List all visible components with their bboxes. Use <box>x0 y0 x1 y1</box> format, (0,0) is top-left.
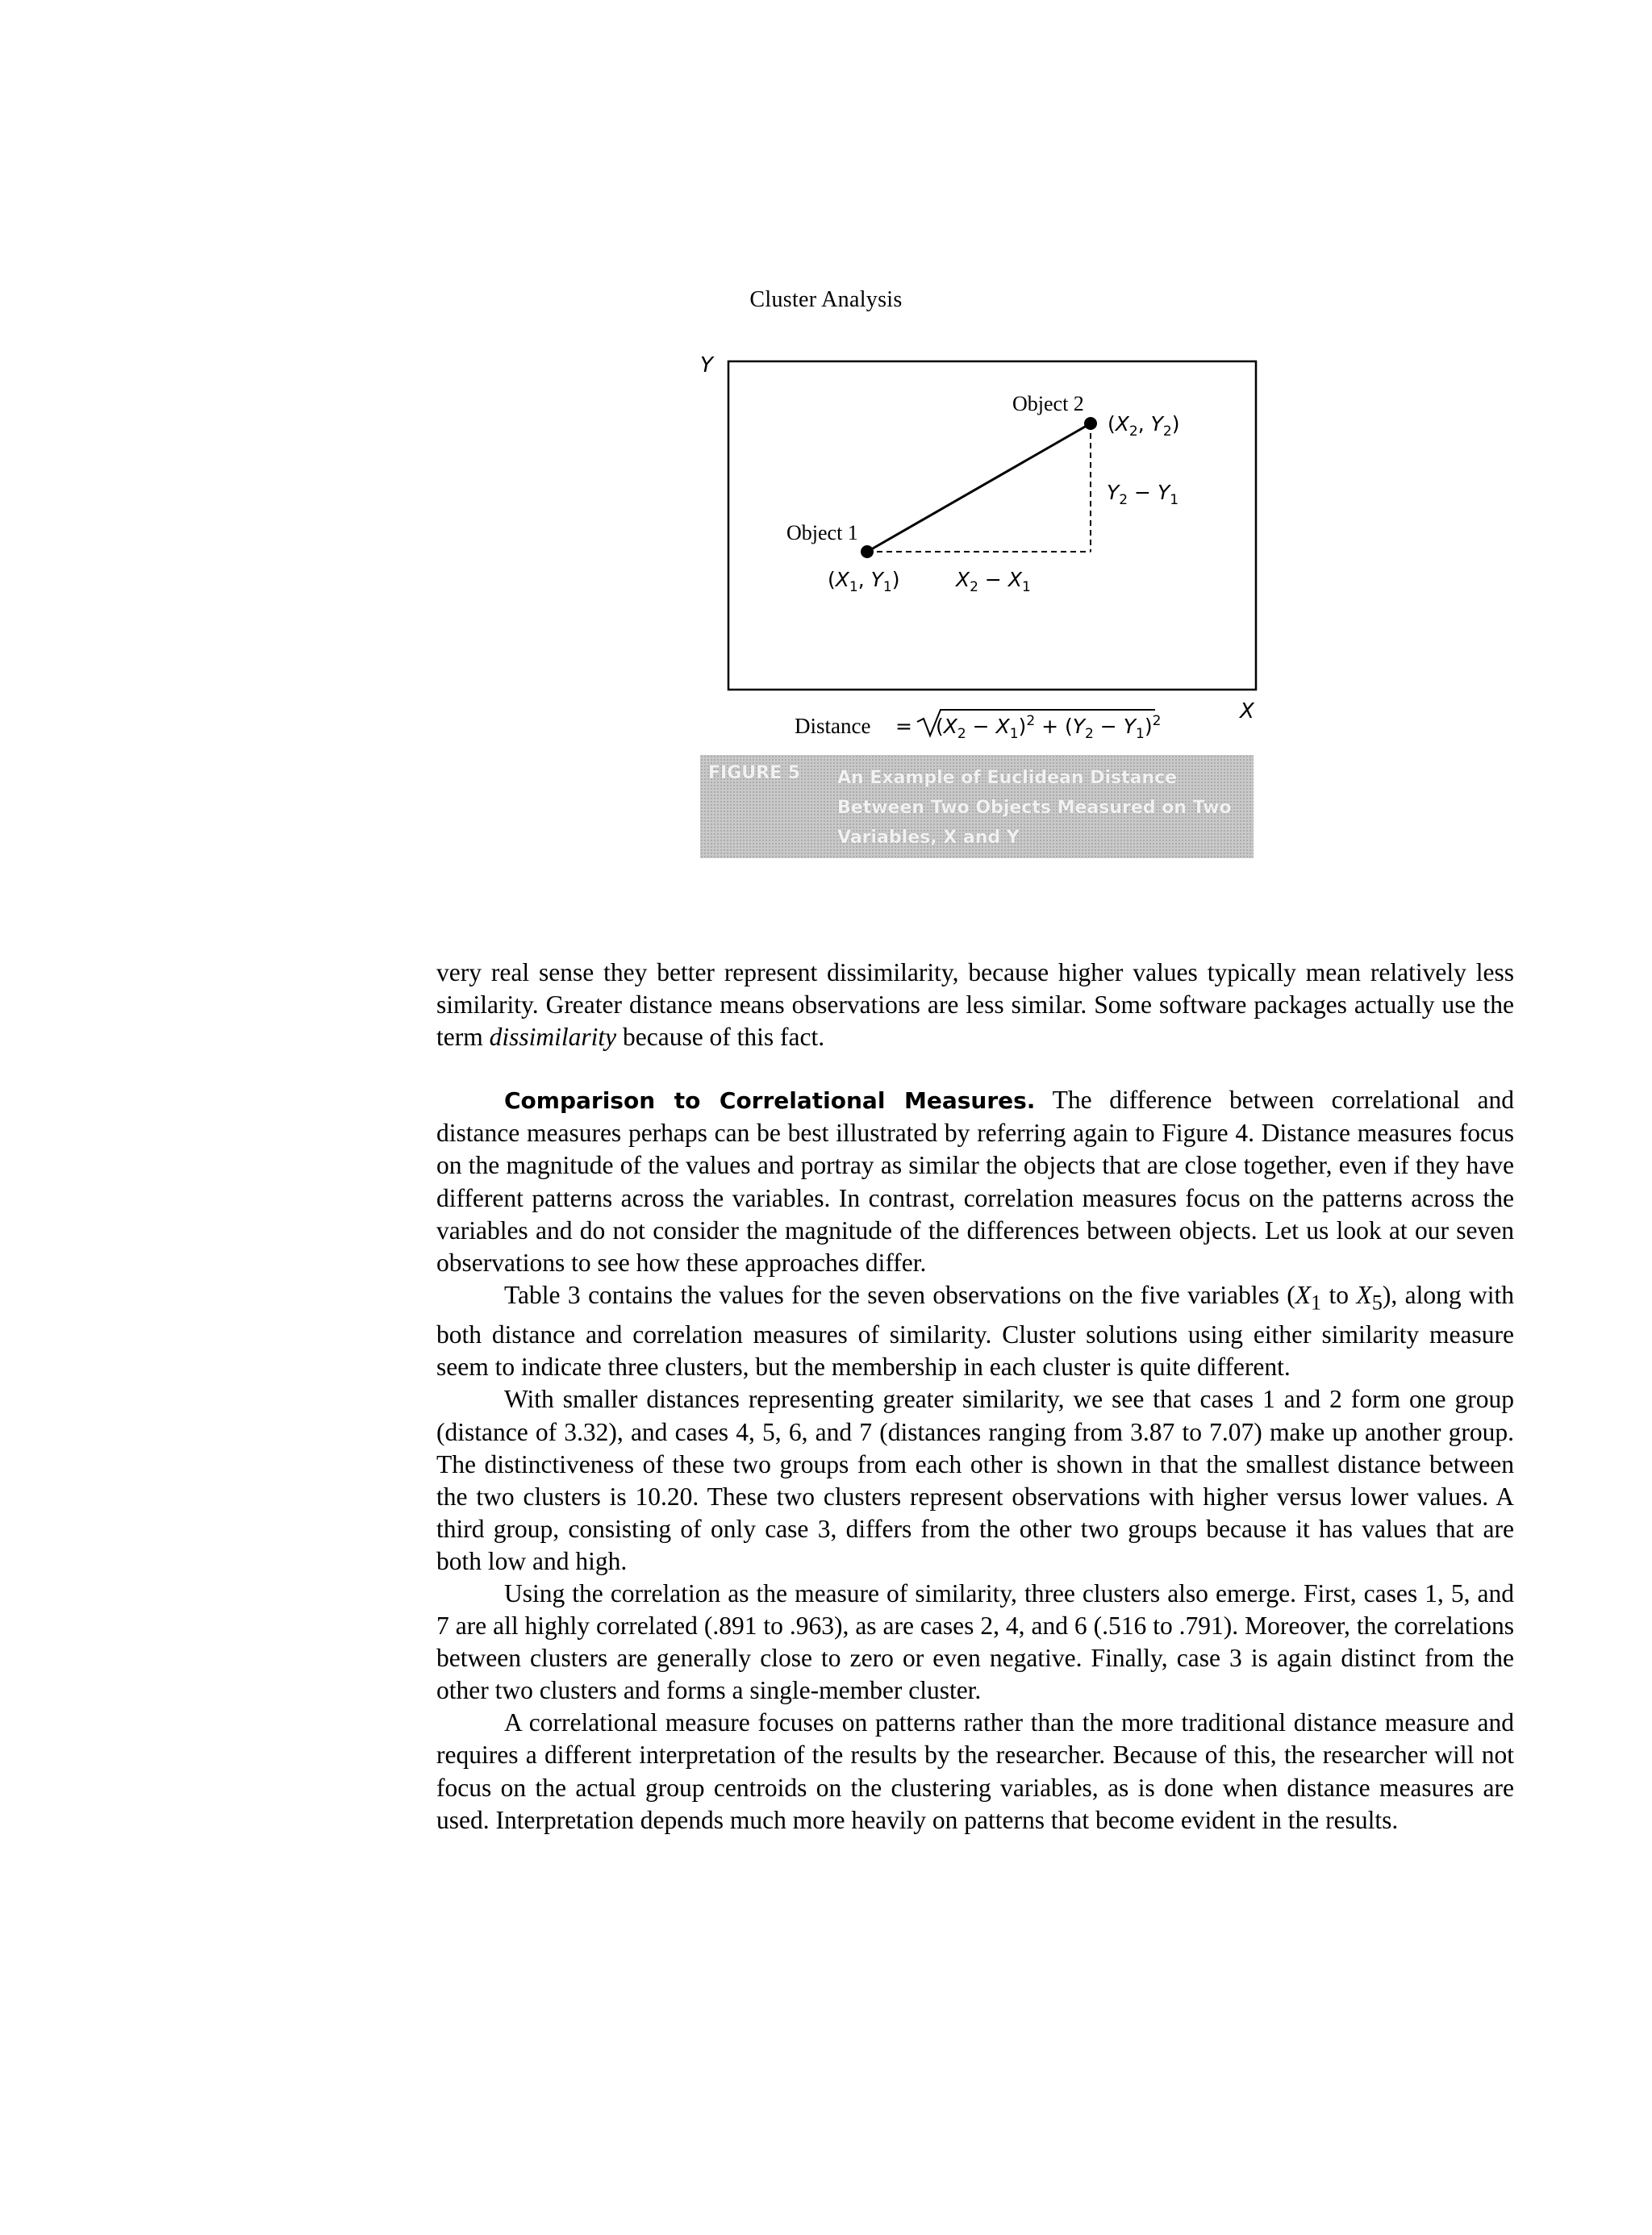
object2-label: Object 2 <box>1012 392 1084 415</box>
figure-number: FIGURE 5 <box>708 763 801 783</box>
running-head: Cluster Analysis <box>749 287 903 312</box>
paragraph-5: Using the correlation as the measure of similarity, three clusters also emerge. First, cases 1, 5, and 7 are all highly correlated (.891 to .963), as are cases 2, 4, and 6 (.516 to .791). Moreover, the correlations between clusters are generally close to zero or even negative. Finally, case 3 is again distinct from the other two clusters and forms a single-member cluster. <box>436 1578 1514 1705</box>
object2-point <box>1084 417 1097 430</box>
y-axis-label: Y <box>700 353 713 377</box>
object1-label: Object 1 <box>786 521 858 544</box>
paragraph-6: A correlational measure focuses on patterns rather than the more traditional distance measure and requires a different interpretation of the results by the researcher. Because of this, the researcher will not focus on the actual group centroids on the clustering variables, as is done when distance measures are used. Interpretation depends much more heavily on patterns that become evident in the results. <box>436 1708 1514 1834</box>
object2-coord: ($X_2$, $Y_2$) <box>1108 412 1180 440</box>
paragraph-2: Comparison to Correlational Measures. The difference between correlational and distance measures perhaps can be best illustrated by referring again to Figure 4. Distance measures focus on the magnitude of the values and portray as similar the objects that are close together, even if they have different patterns across the variables. In contrast, correlation measures focus on the patterns across the variables and do not consider the magnitude of the differences between objects. Let us look at our seven observations to see how these approaches differ. <box>436 1086 1514 1277</box>
distance-formula: $(X_2 - X_1)^2 + (Y_2 - Y_1)^2$ <box>936 713 1162 742</box>
figure-caption-text: An Example of Euclidean Distance Between Two Objects Measured on Two Variables, X and Y <box>837 768 1232 848</box>
distance-line <box>867 423 1091 552</box>
dy-label: $Y_2 - Y_1$ <box>1107 481 1179 508</box>
figure-caption <box>700 755 1254 858</box>
paragraph-3: Table 3 contains the values for the seven observations on the five variables ($X_1$ to $X_5$), along with both distance and correlation measures of similarity. Cluster solutions using either similarity measure seem to indicate three clusters, but the membership in each cluster is quite different. <box>436 1280 1514 1382</box>
equals-sign: = <box>895 715 912 738</box>
body-text <box>436 957 1514 1837</box>
x-axis-label: X <box>1240 699 1254 723</box>
euclidean-distance-figure <box>0 0 1652 887</box>
dx-label: $X_2 - X_1$ <box>956 568 1031 595</box>
object1-point <box>861 545 874 558</box>
paragraph-4: With smaller distances representing greater similarity, we see that cases 1 and 2 form one group (distance of 3.32), and cases 4, 5, 6, and 7 (distances ranging from 3.87 to 7.07) make up another group. The distinctiveness of these two groups from each other is shown in that the smallest distance between the two clusters is 10.20. These two clusters represent observations with higher versus lower values. A third group, consisting of only case 3, differs from the other two groups because it has values that are both low and high. <box>436 1385 1514 1575</box>
paragraph-1: very real sense they better represent dissimilarity, because higher values typically mean relatively less similarity. Greater distance means observations are less similar. Some software packages actually use the term dissimilarity because of this fact. <box>436 958 1514 1052</box>
object1-coord: ($X_1$, $Y_1$) <box>828 568 900 595</box>
distance-label: Distance <box>795 714 871 738</box>
section-heading: Comparison to Correlational Measures. <box>504 1087 1036 1115</box>
